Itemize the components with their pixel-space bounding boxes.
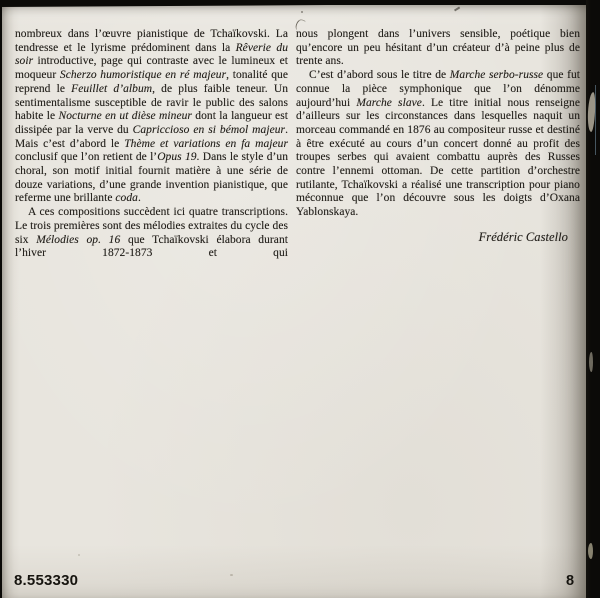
text-segment: . — [137, 192, 141, 205]
work-title-italic: Rêverie du soir — [15, 41, 288, 68]
page-edge-notch — [589, 352, 593, 372]
paragraph — [15, 206, 288, 261]
text-segment: . Mais c’est d’abord le — [15, 123, 288, 150]
scan-artifact — [301, 11, 303, 13]
page-number: 8 — [566, 573, 575, 589]
text-segment: , de plus faible teneur. Un sentimentalisme susceptible de ravir le public des salons habite le — [15, 82, 288, 123]
text-segment: que fut connue la pièce symphonique que l’on dénomme aujourd’hui — [296, 69, 581, 109]
text-segment: dont la langueur est dissipée par la verve du — [15, 110, 288, 136]
work-title-italic: Mélodies op. 16 — [36, 233, 121, 246]
catalog-number: 8.553330 — [14, 572, 79, 589]
work-title-italic: Nocturne en ut dièse mineur — [58, 110, 192, 123]
scan-border-right — [586, 0, 600, 598]
text-segment: introductive, page qui contraste avec le lumineux et moqueur — [15, 55, 288, 82]
text-segment: que Tchaïkovski élabora durant l’hiver 1872-1873 et qui — [15, 233, 288, 260]
work-title-italic: Capriccioso en si bémol majeur — [132, 123, 286, 136]
column-paragraphs — [15, 28, 288, 261]
page-edge-highlight — [595, 85, 596, 155]
scan-artifact — [454, 7, 460, 12]
text-segment: C’est d’abord sous le titre de — [309, 69, 450, 82]
scan-border-left — [0, 0, 2, 598]
paragraph — [15, 28, 288, 206]
text-segment: conclusif que l’on retient de l’ — [15, 151, 158, 164]
work-title-italic: Thème et variations en fa majeur — [124, 137, 289, 150]
paragraph — [296, 69, 580, 220]
text-segment: . Dans le style d’un choral, son motif initial fournit matière à une série de douze variations, d’une grande invention pianistique, que referme une brillante — [15, 151, 288, 205]
text-segment: nous plongent dans l’univers sensible, poétique bien qu’encore un peu hésitant d’un créateur d’à peine plus de trente ans. — [296, 28, 580, 68]
work-title-italic: Marche slave — [356, 96, 422, 109]
text-column-left — [15, 28, 288, 261]
paragraph — [296, 28, 580, 69]
page-edge-notch — [588, 543, 593, 559]
work-title-italic: Opus 19 — [157, 151, 197, 164]
work-title-italic: coda — [115, 192, 138, 205]
page-paper — [2, 5, 587, 598]
text-segment: , tonalité que reprend le — [15, 69, 288, 95]
author-signature: Frédéric Castello — [478, 229, 568, 244]
work-title-italic: Marche serbo-russe — [449, 69, 544, 82]
scan-artifact — [78, 554, 80, 556]
work-title-italic: Scherzo humoristique en ré majeur — [59, 69, 227, 82]
text-segment: A ces compositions succèdent ici quatre transcriptions. Le trois premières sont des mélodies extraites du cycle des six — [15, 206, 288, 246]
text-segment: . Le titre initial nous renseigne d’ailleurs sur les circonstances dans lesquelles naquit un morceau commandé en 1876 au compositeur russe et destiné à être exécuté au cours d’un concert donné au profit des troupes serbes qui avaient combattu auprès des Russes contre l’ennemi ottoman. De cette partition d’orchestre rutilante, Tchaïkovski a réalisé une transcription pour piano méconnue que l’on découvre sous les doigts d’Oxana Yablonskaya. — [296, 96, 580, 219]
column-paragraphs — [296, 28, 580, 220]
scan-artifact — [230, 574, 233, 576]
work-title-italic: Feuillet d’album — [71, 82, 153, 95]
text-column-right — [296, 28, 580, 245]
text-segment: nombreux dans l’œuvre pianistique de Tchaïkovski. La tendresse et le lyrisme prédominent dans la — [15, 28, 288, 54]
